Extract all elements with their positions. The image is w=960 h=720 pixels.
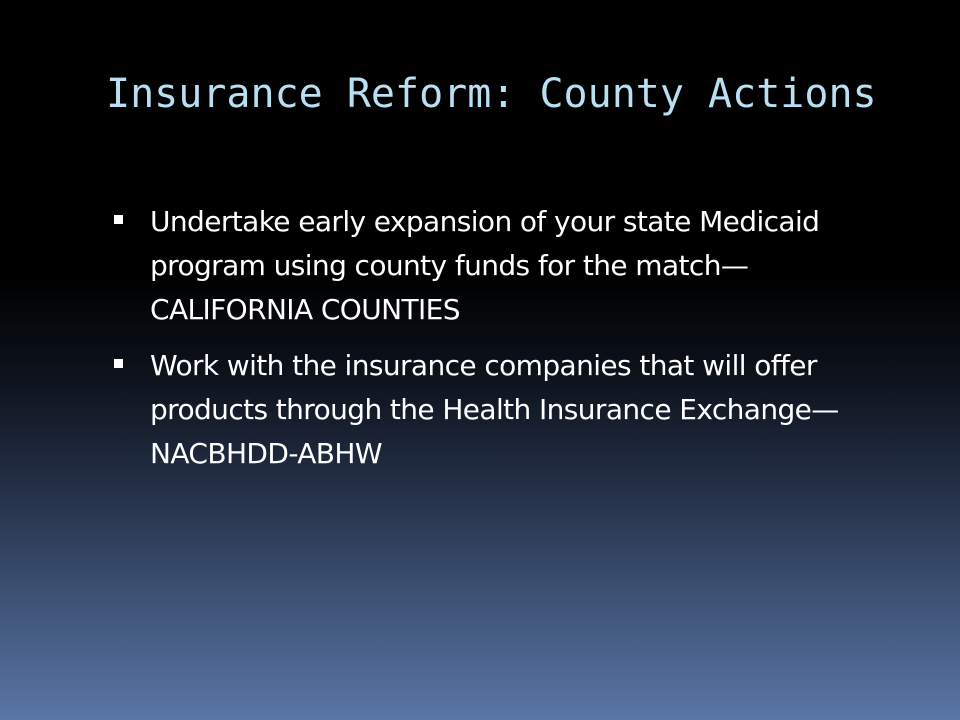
bullet-item <box>112 200 892 332</box>
bullet-item <box>112 344 892 476</box>
bullet-text: Undertake early expansion of your state Medicaid program using county funds for the match—CALIFORNIA COUNTIES <box>150 205 820 326</box>
bullet-list <box>112 200 892 488</box>
bullet-text: Work with the insurance companies that will offer products through the Health Insurance Exchange—NACBHDD-ABHW <box>150 349 839 470</box>
slide-title: Insurance Reform: County Actions <box>106 71 877 117</box>
square-bullet-icon <box>114 215 123 224</box>
square-bullet-icon <box>114 359 123 368</box>
